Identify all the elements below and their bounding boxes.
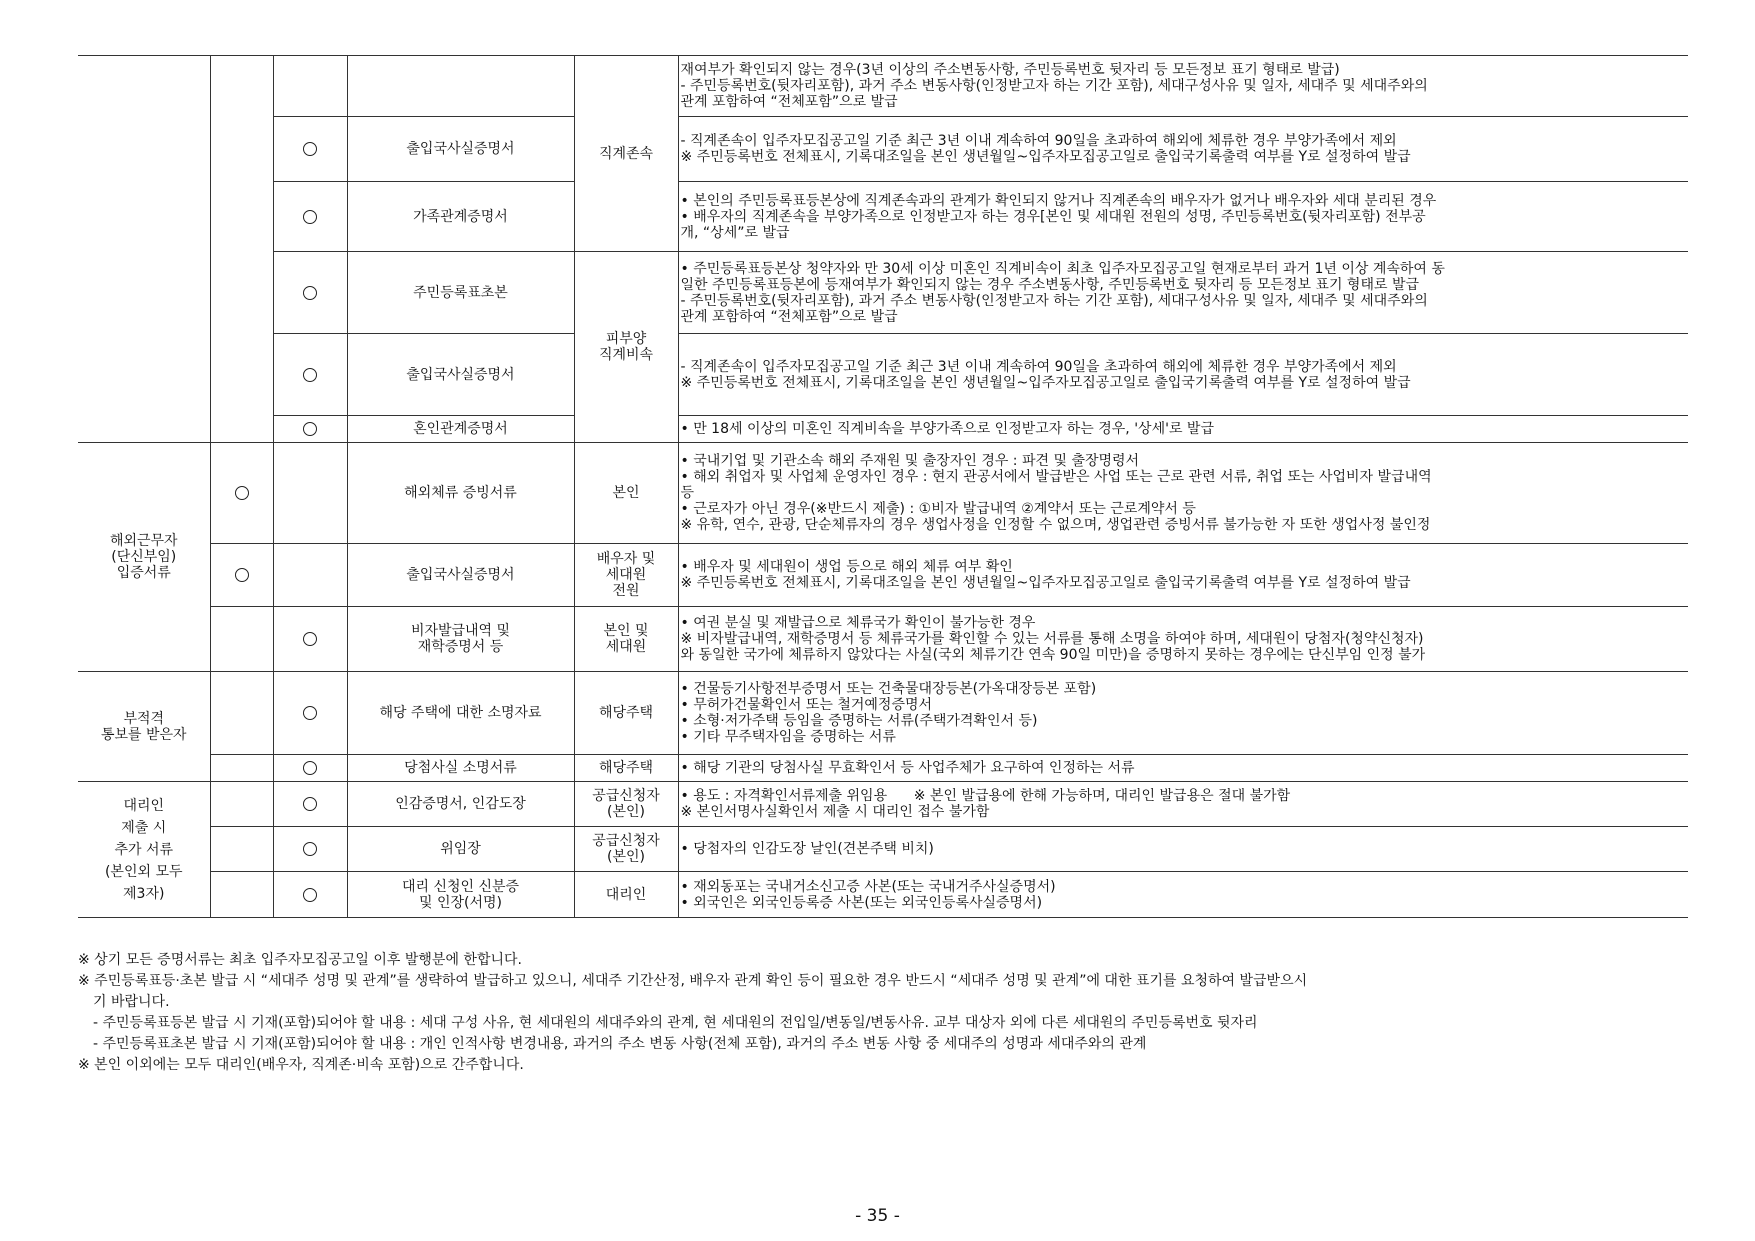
document-cell [347,56,574,117]
document-name: 출입국사실증명서 [406,366,515,383]
description-line: • 재외동포는 국내거소신고증 사본(또는 국내거주사실증명서) [680,878,1056,895]
category-cell [78,56,210,443]
description-cell [678,416,1688,443]
target-cell [574,443,678,544]
circle-mark-icon [303,286,317,300]
circle-mark-icon [303,632,317,646]
target-label: 대리인 [605,886,647,903]
note-line: - 주민등록표초본 발급 시 기재(포함)되어야 할 내용 : 개인 인적사항 변경내용, 과거의 주소 변동 사항(전체 포함), 과거의 주소 변동 사항 중 세대주의 성명과 세대주와의 관계 [93,1036,1147,1052]
description-line: 등 [680,485,695,501]
circle-mark-icon [303,368,317,382]
document-cell [347,607,574,672]
description-line: • 해외 취업자 및 사업체 운영자인 경우 : 현지 관공서에서 발급받은 사업 또는 근로 관련 서류, 취업 또는 사업비자 발급내역 [680,469,1432,485]
required-mark-cell [210,827,273,872]
document-name: 비자발급내역 및 재학증명서 등 [410,623,511,655]
document-name: 해외체류 증빙서류 [404,485,517,501]
circle-mark-icon [303,888,317,902]
description-line: • 주민등록표등본상 청약자와 만 30세 이상 미혼인 직계비속이 최초 입주자모집공고일 현재로부터 과거 1년 이상 계속하여 동 [680,260,1445,277]
documents-table [78,55,1688,918]
target-cell [574,672,678,755]
document-cell [347,117,574,182]
table-row [78,544,1688,607]
table-row [78,182,1688,252]
description-cell [678,872,1688,918]
document-cell [347,416,574,443]
description-line: • 만 18세 이상의 미혼인 직계비속을 부양가족으로 인정받고자 하는 경우, '상세'로 발급 [680,421,1214,437]
target-cell [574,544,678,607]
description-cell [678,782,1688,827]
target-label: 공급신청자 (본인) [592,833,660,865]
description-line: 관계 포함하여 “전체포함”으로 발급 [680,308,898,325]
table-row [78,416,1688,443]
table-row [78,443,1688,544]
description-line: ※ 주민등록번호 전체표시, 기록대조일을 본인 생년월일~입주자모집공고일로 출입국기록출력 여부를 Y로 설정하여 발급 [680,575,1411,591]
description-cell [678,827,1688,872]
description-line: • 용도 : 자격확인서류제출 위임용 ※ 본인 발급용에 한해 가능하며, 대리인 발급용은 절대 불가함 [680,788,1291,804]
target-cell [574,252,678,443]
optional-mark-cell [273,56,347,117]
note-line: ※ 본인 이외에는 모두 대리인(배우자, 직계존·비속 포함)으로 간주합니다. [78,1057,524,1073]
target-label: 본인 [612,485,640,501]
document-cell [347,252,574,334]
description-line: ※ 비자발급내역, 재학증명서 등 체류국가를 확인할 수 있는 서류를 통해 소명을 하여야 하며, 세대원이 당첨자(청약신청자) [680,631,1424,647]
table-row [78,672,1688,755]
circle-mark-icon [303,761,317,775]
target-label: 해당주택 [598,705,654,721]
document-cell [347,782,574,827]
description-line: • 여권 분실 및 재발급으로 체류국가 확인이 불가능한 경우 [680,615,1036,631]
description-cell [678,56,1688,117]
optional-mark-cell [273,607,347,672]
document-name: 인감증명서, 인감도장 [395,796,526,812]
target-cell [574,782,678,827]
note-line: 기 바랍니다. [93,994,170,1010]
target-label: 본인 및 세대원 [603,623,649,655]
target-cell [574,56,678,252]
optional-mark-cell [273,672,347,755]
table-row [78,252,1688,334]
notes-section [78,950,1693,1076]
description-line: • 외국인은 외국인등록증 사본(또는 외국인등록사실증명서) [680,894,1043,911]
document-cell [347,544,574,607]
description-line: • 당첨자의 인감도장 날인(견본주택 비치) [680,841,934,857]
description-cell [678,672,1688,755]
circle-mark-icon [303,797,317,811]
document-name: 출입국사실증명서 [406,141,515,157]
circle-mark-icon [303,210,317,224]
required-mark-cell [210,56,273,443]
note-line: ※ 주민등록표등·초본 발급 시 “세대주 성명 및 관계”를 생략하여 발급하고 있으니, 세대주 기간산정, 배우자 관계 확인 등이 필요한 경우 반드시 “세대주 성명 및 관계”에 대한 표기를 요청하여 발급받으시 [78,973,1308,989]
description-line: • 기타 무주택자임을 증명하는 서류 [680,729,896,745]
document-cell [347,443,574,544]
document-name: 출입국사실증명서 [406,567,515,583]
document-name: 위임장 [440,841,481,857]
required-mark-cell [210,782,273,827]
document-cell [347,334,574,416]
category-label: 대리인 제출 시 추가 서류 (본인외 모두 제3자) [104,797,183,902]
description-cell [678,252,1688,334]
optional-mark-cell [273,334,347,416]
description-line: 재여부가 확인되지 않는 경우(3년 이상의 주소변동사항, 주민등록번호 뒷자리 등 모든정보 표기 형태로 발급) [680,62,1340,78]
optional-mark-cell [273,827,347,872]
description-cell [678,544,1688,607]
target-label: 공급신청자 (본인) [592,788,660,820]
target-cell [574,827,678,872]
target-label: 피부양 직계비속 [598,331,654,363]
required-mark-cell [210,544,273,607]
description-line: - 주민등록번호(뒷자리포함), 과거 주소 변동사항(인정받고자 하는 기간 포함), 세대구성사유 및 일자, 세대주 및 세대주와의 [680,292,1428,309]
optional-mark-cell [273,755,347,782]
circle-mark-icon [235,568,249,582]
document-name: 해당 주택에 대한 소명자료 [379,705,542,721]
table-row [78,607,1688,672]
table-row [78,782,1688,827]
circle-mark-icon [303,706,317,720]
description-line: • 본인의 주민등록표등본상에 직계존속과의 관계가 확인되지 않거나 직계존속의 배우자가 없거나 배우자와 세대 분리된 경우 [680,192,1437,209]
description-line: • 배우자의 직계존속을 부양가족으로 인정받고자 하는 경우[본인 및 세대원 전원의 성명, 주민등록번호(뒷자리포함) 전부공 [680,208,1426,225]
category-label: 해외근무자 (단신부임) 입증서류 [109,533,178,581]
optional-mark-cell [273,544,347,607]
required-mark-cell [210,607,273,672]
table-row [78,827,1688,872]
target-cell [574,607,678,672]
required-mark-cell [210,672,273,755]
required-mark-cell [210,443,273,544]
optional-mark-cell [273,252,347,334]
note-line: - 주민등록표등본 발급 시 기재(포함)되어야 할 내용 : 세대 구성 사유, 현 세대원의 세대주와의 관계, 현 세대원의 전입일/변동일/변동사유. 교부 대상자 외에 다른 세대원의 주민등록번호 뒷자리 [93,1015,1258,1031]
circle-mark-icon [303,142,317,156]
document-cell [347,672,574,755]
description-line: ※ 유학, 연수, 관광, 단순체류자의 경우 생업사정을 인정할 수 없으며, 생업관련 증빙서류 불가능한 자 또한 생업사정 불인정 [680,517,1431,533]
document-cell [347,755,574,782]
target-label: 해당주택 [598,760,654,776]
document-name: 주민등록표초본 [413,284,508,301]
category-cell [78,782,210,918]
target-label: 직계존속 [598,145,654,162]
description-cell [678,117,1688,182]
target-cell [574,872,678,918]
document-name: 대리 신청인 신분증 및 인장(서명) [401,878,520,911]
description-line: 와 동일한 국가에 체류하지 않았다는 사실(국외 체류기간 연속 90일 미만)을 증명하지 못하는 경우에는 단신부임 인정 불가 [680,647,1426,663]
description-cell [678,607,1688,672]
note-line: ※ 상기 모든 증명서류는 최초 입주자모집공고일 이후 발행분에 한합니다. [78,952,522,968]
description-line: • 근로자가 아닌 경우(※반드시 제출) : ①비자 발급내역 ②계약서 또는 근로계약서 등 [680,501,1196,517]
table-row [78,56,1688,117]
category-cell [78,443,210,672]
optional-mark-cell [273,182,347,252]
description-line: 관계 포함하여 “전체포함”으로 발급 [680,94,898,110]
description-line: 개, “상세”로 발급 [680,224,790,241]
target-label: 배우자 및 세대원 전원 [596,551,656,599]
document-cell [347,827,574,872]
required-mark-cell [210,872,273,918]
description-cell [678,755,1688,782]
description-cell [678,334,1688,416]
optional-mark-cell [273,416,347,443]
optional-mark-cell [273,782,347,827]
document-name: 가족관계증명서 [413,208,508,225]
table-row [78,755,1688,782]
description-line: • 국내기업 및 기관소속 해외 주재원 및 출장자인 경우 : 파견 및 출장명령서 [680,453,1140,469]
description-line: • 건물등기사항전부증명서 또는 건축물대장등본(가옥대장등본 포함) [680,681,1097,697]
table-row [78,334,1688,416]
category-label: 부적격 통보를 받은자 [100,710,187,743]
description-line: 일한 주민등록표등본에 등재여부가 확인되지 않는 경우 주소변동사항, 주민등록번호 뒷자리 등 모든정보 표기 형태로 발급 [680,276,1419,293]
description-line: • 무허가건물확인서 또는 철거예정증명서 [680,697,933,713]
document-cell [347,182,574,252]
description-line: • 해당 기관의 당첨사실 무효확인서 등 사업주체가 요구하여 인정하는 서류 [680,760,1135,776]
description-line: ※ 주민등록번호 전체표시, 기록대조일을 본인 생년월일~입주자모집공고일로 출입국기록출력 여부를 Y로 설정하여 발급 [680,149,1411,165]
description-line: - 직계존속이 입주자모집공고일 기준 최근 3년 이내 계속하여 90일을 초과하여 해외에 체류한 경우 부양가족에서 제외 [680,358,1397,375]
page-number: - 35 - [855,1206,900,1226]
category-cell [78,672,210,782]
document-name: 혼인관계증명서 [413,421,508,437]
optional-mark-cell [273,872,347,918]
description-line: - 주민등록번호(뒷자리포함), 과거 주소 변동사항(인정받고자 하는 기간 포함), 세대구성사유 및 일자, 세대주 및 세대주와의 [680,78,1428,94]
description-line: • 배우자 및 세대원이 생업 등으로 해외 체류 여부 확인 [680,559,1013,575]
description-cell [678,182,1688,252]
optional-mark-cell [273,443,347,544]
table-row [78,872,1688,918]
circle-mark-icon [235,486,249,500]
target-cell [574,755,678,782]
document-cell [347,872,574,918]
description-line: ※ 주민등록번호 전체표시, 기록대조일을 본인 생년월일~입주자모집공고일로 출입국기록출력 여부를 Y로 설정하여 발급 [680,374,1411,391]
description-line: - 직계존속이 입주자모집공고일 기준 최근 3년 이내 계속하여 90일을 초과하여 해외에 체류한 경우 부양가족에서 제외 [680,133,1397,149]
description-line: • 소형·저가주택 등임을 증명하는 서류(주택가격확인서 등) [680,713,1038,729]
description-line: ※ 본인서명사실확인서 제출 시 대리인 접수 불가함 [680,804,990,820]
optional-mark-cell [273,117,347,182]
circle-mark-icon [303,842,317,856]
description-cell [678,443,1688,544]
required-mark-cell [210,755,273,782]
circle-mark-icon [303,422,317,436]
table-row [78,117,1688,182]
document-name: 당첨사실 소명서류 [404,760,517,776]
